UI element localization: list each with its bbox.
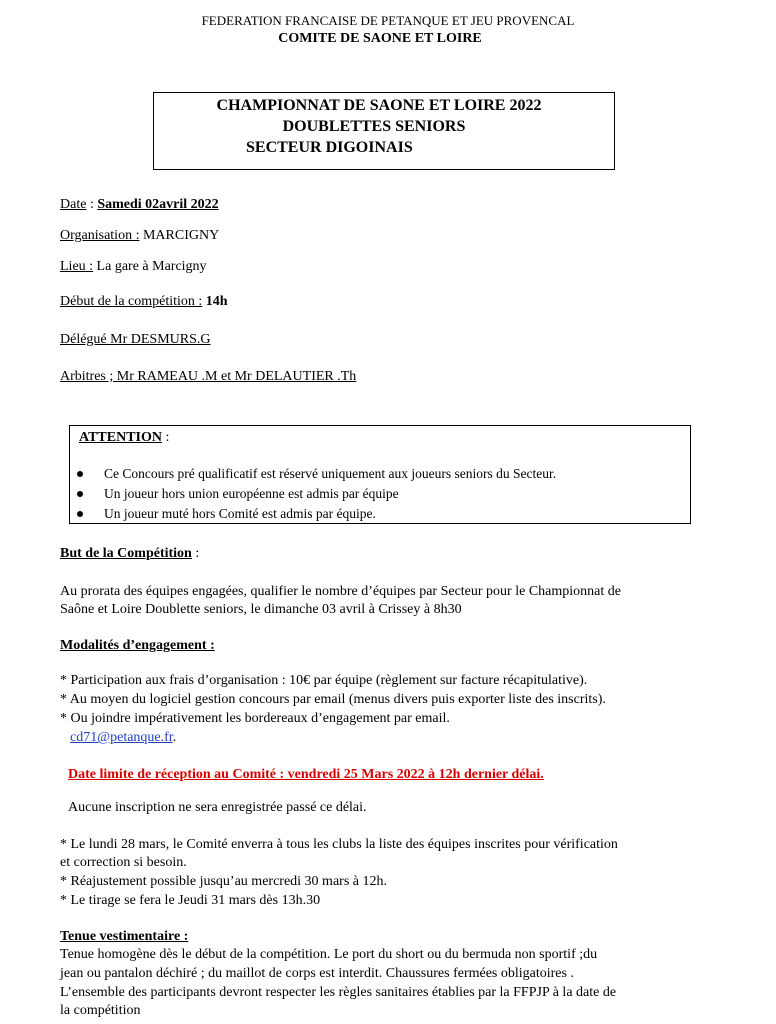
modalites-line-2: * Au moyen du logiciel gestion concours par email (menus divers puis exporter liste des inscrits). — [60, 692, 606, 707]
but-heading: But de la Compétition — [60, 546, 192, 561]
delegue-line: Délégué Mr DESMURS.G — [60, 332, 211, 347]
schedule-line-3: * Réajustement possible jusqu’au mercredi 30 mars à 12h. — [60, 874, 387, 889]
but-line-2: Saône et Loire Doublette seniors, le dimanche 03 avril à Crissey à 8h30 — [60, 602, 462, 617]
title-box — [153, 92, 615, 170]
organisation-label: Organisation : — [60, 228, 140, 243]
schedule-line-4: * Le tirage se fera le Jeudi 31 mars dès 13h.30 — [60, 893, 321, 908]
but-heading-suffix: : — [191, 546, 200, 561]
deadline-note: Aucune inscription ne sera enregistrée passé ce délai. — [68, 800, 367, 815]
bullet-icon — [77, 511, 83, 517]
bullet-icon — [77, 471, 83, 477]
date-value: Samedi 02avril 2022 — [97, 197, 219, 212]
schedule-line-2: et correction si besoin. — [60, 855, 187, 870]
but-line-1: Au prorata des équipes engagées, qualifier le nombre d’équipes par Secteur pour le Championnat de — [60, 584, 621, 599]
lieu-line — [60, 257, 207, 276]
modalites-line-1: * Participation aux frais d’organisation : 10€ par équipe (règlement sur facture récapitulative). — [60, 673, 588, 688]
date-label: Date — [60, 197, 87, 212]
lieu-label: Lieu : — [60, 259, 94, 274]
attention-colon: : — [161, 430, 170, 445]
but-heading-row — [60, 544, 199, 563]
arbitres-line: Arbitres ; Mr RAMEAU .M et Mr DELAUTIER .Th — [60, 369, 357, 384]
organisation-value: MARCIGNY — [139, 228, 220, 243]
email-row — [70, 728, 176, 747]
comite-name: COMITE DE SAONE ET LOIRE — [278, 31, 482, 46]
email-suffix: . — [172, 730, 177, 745]
modalites-heading: Modalités d’engagement : — [60, 638, 215, 653]
debut-line — [60, 292, 228, 311]
schedule-line-1: * Le lundi 28 mars, le Comité enverra à tous les clubs la liste des équipes inscrites pour vérification — [60, 837, 618, 852]
attention-title-row — [79, 428, 169, 447]
tenue-line-3: L’ensemble des participants devront respecter les règles sanitaires établies par la FFPJP à la date de — [60, 985, 617, 1000]
attention-item — [74, 464, 686, 484]
debut-value: 14h — [202, 294, 228, 309]
attention-item — [74, 504, 686, 524]
tenue-line-1: Tenue homogène dès le début de la compétition. Le port du short ou du bermuda non sportif ;du — [60, 947, 598, 962]
email-link[interactable]: cd71@petanque.fr — [70, 730, 173, 745]
date-line — [60, 195, 219, 214]
debut-label: Début de la compétition : — [60, 294, 203, 309]
organisation-line — [60, 226, 219, 245]
attention-box — [69, 425, 691, 524]
title-line-1: CHAMPIONNAT DE SAONE ET LOIRE 2022 — [216, 97, 542, 114]
bullet-icon — [77, 491, 83, 497]
modalites-line-3: * Ou joindre impérativement les bordereaux d’engagement par email. — [60, 711, 450, 726]
federation-name: FEDERATION FRANCAISE DE PETANQUE ET JEU PROVENCAL — [201, 13, 575, 28]
deadline-notice: Date limite de réception au Comité : vendredi 25 Mars 2022 à 12h dernier délai. — [68, 767, 544, 782]
lieu-value: La gare à Marcigny — [93, 259, 207, 274]
tenue-line-4: la compétition — [60, 1003, 141, 1018]
attention-list — [74, 464, 686, 524]
attention-item — [74, 484, 686, 504]
attention-item-text: Ce Concours pré qualificatif est réservé uniquement aux joueurs seniors du Secteur. — [104, 466, 557, 481]
tenue-heading: Tenue vestimentaire : — [60, 929, 189, 944]
title-line-3: SECTEUR DIGOINAIS — [246, 139, 413, 156]
attention-item-text: Un joueur muté hors Comité est admis par équipe. — [104, 506, 376, 521]
date-sep: : — [86, 197, 98, 212]
attention-item-text: Un joueur hors union européenne est admis par équipe — [104, 486, 399, 501]
attention-title: ATTENTION — [79, 430, 162, 445]
tenue-line-2: jean ou pantalon déchiré ; du maillot de corps est interdit. Chaussures fermées obligatoires . — [60, 966, 574, 981]
title-line-2: DOUBLETTES SENIORS — [282, 118, 466, 135]
